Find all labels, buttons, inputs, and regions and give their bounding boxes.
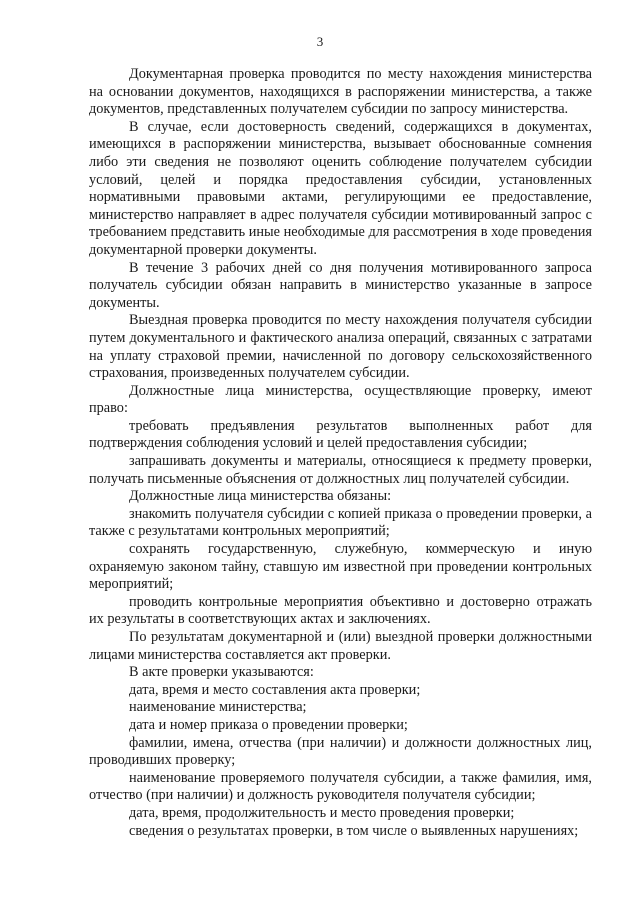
paragraph: Должностные лица министерства, осуществляющие проверку, имеют право:	[89, 382, 592, 417]
paragraph: сведения о результатах проверки, в том числе о выявленных нарушениях;	[129, 822, 579, 839]
paragraph: Документарная проверка проводится по месту нахождения министерства на основании документов, находящихся в распоряжении министерства, а также документов, представленных получателем субсидии по запросу министерства.	[89, 66, 592, 118]
paragraph: В акте проверки указываются:	[129, 664, 314, 681]
paragraph: сохранять государственную, служебную, коммерческую и иную охраняемую законом тайну, ставшую им известной при проведении контрольных мероприятий;	[89, 541, 592, 593]
paragraph: наименование министерства;	[129, 699, 307, 716]
paragraph: Выездная проверка проводится по месту нахождения получателя субсидии путем документального и фактического анализа операций, связанных с затратами на уплату страховой премии, начисленной по договору сельскохозяйственного страхования, произведенных получателем субсидии.	[89, 312, 592, 382]
page-number: 3	[316, 34, 324, 49]
document-body	[89, 66, 592, 840]
paragraph: проводить контрольные мероприятия объективно и достоверно отражать их результаты в соответствующих актах и заключениях.	[89, 593, 592, 628]
paragraph: фамилии, имена, отчества (при наличии) и должности должностных лиц, проводивших проверку;	[89, 734, 592, 769]
paragraph: наименование проверяемого получателя субсидии, а также фамилия, имя, отчество (при наличии) и должность руководителя получателя субсидии;	[89, 769, 592, 804]
paragraph: Должностные лица министерства обязаны:	[129, 488, 392, 505]
paragraph: дата, время и место составления акта проверки;	[129, 681, 421, 698]
paragraph: В течение 3 рабочих дней со дня получения мотивированного запроса получатель субсидии обязан направить в министерство указанные в запросе документы.	[89, 259, 592, 311]
paragraph: В случае, если достоверность сведений, содержащихся в документах, имеющихся в распоряжении министерства, вызывает обоснованные сомнения либо эти сведения не позволяют оценить соблюдение получателем субсидии условий, целей и порядка предоставления субсидии, установленных нормативными правовыми актами, регулирующими ее предоставление, министерство направляет в адрес получателя субсидии мотивированный запрос с требованием представить иные необходимые для рассмотрения в ходе проведения документарной проверки документы.	[89, 118, 592, 258]
paragraph: требовать предъявления результатов выполненных работ для подтверждения соблюдения условий и целей предоставления субсидии;	[89, 417, 592, 452]
paragraph: знакомить получателя субсидии с копией приказа о проведении проверки, а также с результатами контрольных мероприятий;	[89, 505, 592, 540]
paragraph: дата и номер приказа о проведении проверки;	[129, 716, 408, 733]
paragraph: дата, время, продолжительность и место проведения проверки;	[129, 804, 515, 821]
paragraph: По результатам документарной и (или) выездной проверки должностными лицами министерства составляется акт проверки.	[89, 629, 592, 663]
paragraph: запрашивать документы и материалы, относящиеся к предмету проверки, получать письменные объяснения от должностных лиц получателей субсидии.	[89, 453, 592, 487]
